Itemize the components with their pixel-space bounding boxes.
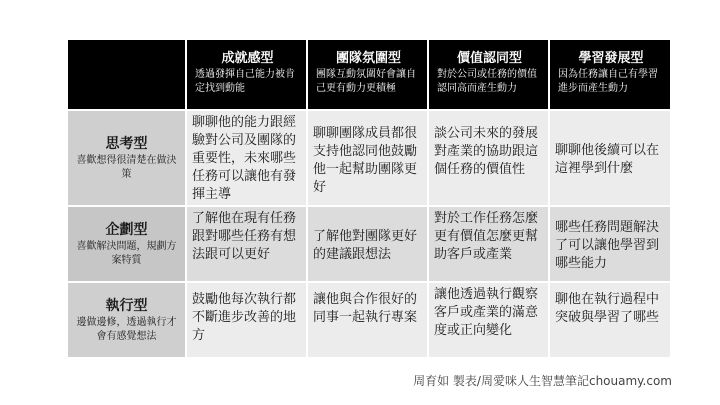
- header-cell-learning: [550, 40, 670, 111]
- row-desc: 喜歡解決問題，規劃方案特質: [76, 240, 177, 266]
- row-desc: 喜歡想得很清楚在做決策: [76, 154, 177, 180]
- header-desc: 對於公司或任務的價值認同高而產生動力: [437, 69, 537, 94]
- cell-text: 鼓勵他每次執行都不斷進步改善的地方: [192, 292, 297, 343]
- cell-text: 聊聊團隊成員都很支持他認同他鼓勵他一起幫助團隊更好: [313, 126, 418, 195]
- table-cell: [550, 207, 670, 283]
- row-label-planning: [68, 207, 187, 283]
- cell-text: 對於工作任務怎麼更有價值怎麼更幫助客戶或產業: [434, 211, 539, 262]
- row-label-execution: [68, 283, 187, 359]
- cell-text: 聊他在執行過程中突破與學習了哪些: [555, 292, 660, 325]
- header-title: 成就感型: [221, 51, 274, 66]
- table-cell: [187, 207, 308, 283]
- header-desc: 團隊互動氛圍好會讓自己更有動力更積極: [316, 69, 416, 94]
- header-title: 團隊氛圍型: [335, 51, 401, 66]
- motivation-table: [68, 40, 670, 359]
- row-desc: 邊做邊修，透過執行才會有感覺想法: [76, 316, 177, 342]
- header-cell-achievement: [187, 40, 308, 111]
- cell-text: 了解他對團隊更好的建議跟想法: [313, 228, 418, 262]
- header-row: [68, 40, 670, 111]
- header-cell-value: [429, 40, 550, 111]
- row-title: 企劃型: [105, 221, 148, 238]
- header-corner: [68, 40, 187, 111]
- table-cell: [550, 283, 670, 359]
- header-title: 學習發展型: [578, 51, 644, 66]
- table-cell: [308, 283, 429, 359]
- credit-text: 周育如 製表/周愛咪人生智慧筆記chouamy.com: [413, 374, 672, 388]
- table-cell: [187, 111, 308, 207]
- cell-text: 談公司未來的發展對產業的協助跟這個任務的價值性: [434, 126, 539, 177]
- table-cell: [429, 283, 550, 359]
- table-row: [68, 111, 670, 207]
- table-cell: [187, 283, 308, 359]
- cell-text: 聊聊他後續可以在這裡學到什麼: [555, 142, 660, 176]
- cell-text: 聊聊他的能力跟經驗對公司及團隊的重要性，未來哪些任務可以讓他有發揮主導: [192, 115, 297, 202]
- row-title: 執行型: [105, 297, 148, 314]
- header-desc: 透過發揮自己能力被肯定找到動能: [195, 69, 295, 94]
- header-cell-team: [308, 40, 429, 111]
- cell-text: 讓他與合作很好的同事一起執行專案: [313, 292, 418, 325]
- row-title: 思考型: [105, 135, 148, 152]
- header-title: 價值認同型: [456, 51, 522, 66]
- header-desc: 因為任務讓自己有學習進步而產生動力: [558, 69, 658, 94]
- cell-text: 了解他在現有任務跟對哪些任務有想法跟可以更好: [192, 211, 297, 262]
- table-cell: [308, 207, 429, 283]
- table-cell: [429, 207, 550, 283]
- table-cell: [550, 111, 670, 207]
- cell-text: 讓他透過執行觀察客戶或產業的滿意度或正向變化: [434, 287, 539, 338]
- row-label-thinking: [68, 111, 187, 207]
- table-row: [68, 207, 670, 283]
- table-row: [68, 283, 670, 359]
- table-cell: [429, 111, 550, 207]
- table-cell: [308, 111, 429, 207]
- cell-text: 哪些任務問題解決了可以讓他學習到哪些能力: [555, 219, 660, 271]
